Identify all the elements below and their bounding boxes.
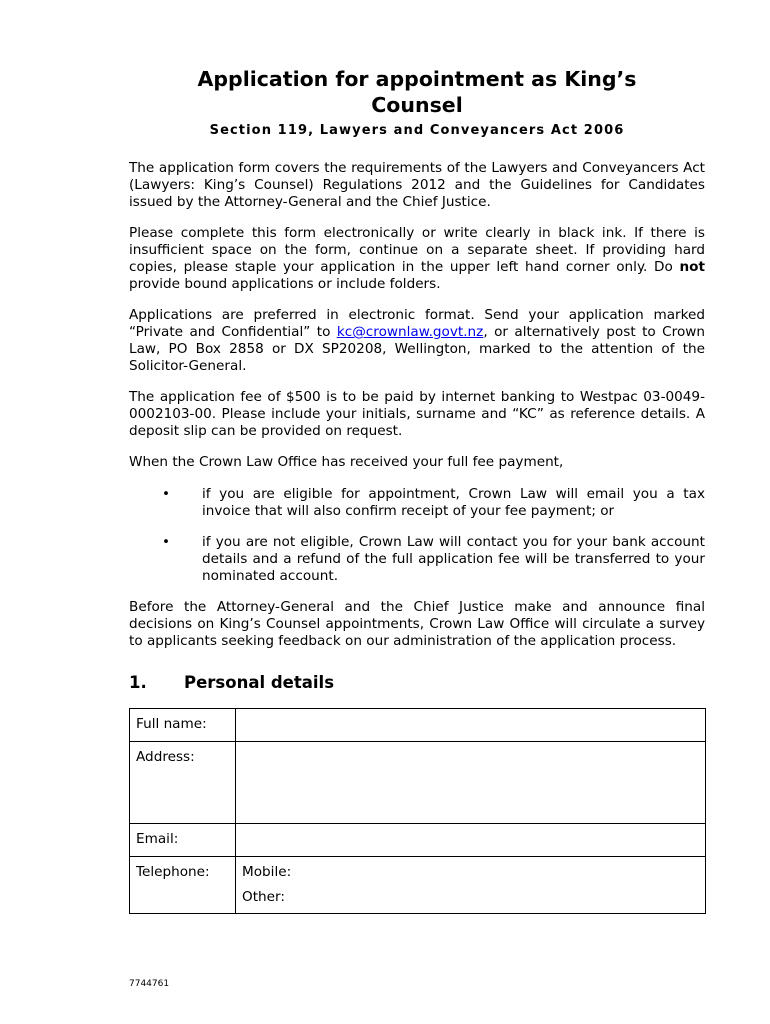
- fee-paragraph: The application fee of $500 is to be paid by internet banking to Westpac 03-0049-0002103-00. Please include your initials, surname and “KC” as reference details. A deposit slip can be provided on request.: [129, 389, 705, 439]
- payment-outcomes-list: [129, 486, 705, 585]
- table-row: [130, 709, 706, 742]
- other-phone-label: Other:: [242, 889, 285, 905]
- email-field[interactable]: [236, 824, 706, 857]
- intro-paragraph: The application form covers the requirements of the Lawyers and Conveyancers Act (Lawyers: King’s Counsel) Regulations 2012 and the Guidelines for Candidates issued by the Attorney-General and the Chief Justice.: [129, 160, 705, 210]
- section-title: Personal details: [184, 673, 335, 692]
- document-title: Application for appointment as King’s Counsel: [197, 67, 637, 117]
- full-name-field[interactable]: [236, 709, 706, 742]
- instructions-emphasis: not: [679, 259, 705, 275]
- submission-text-start: Applications are preferred in electronic format. Send your application marked “Private and Confidential” to: [129, 307, 705, 340]
- instructions-paragraph: [129, 225, 705, 293]
- section-heading: [129, 673, 705, 693]
- document-subtitle: Section 119, Lawyers and Conveyancers Act 2006: [209, 123, 625, 138]
- email-link[interactable]: kc@crownlaw.govt.nz: [336, 324, 484, 340]
- address-label: Address:: [130, 742, 236, 824]
- table-row: [130, 857, 706, 914]
- payment-intro-paragraph: When the Crown Law Office has received your full fee payment,: [129, 454, 564, 470]
- bullet-icon: •: [162, 534, 171, 550]
- personal-details-table: [129, 708, 706, 914]
- submission-text-end: , or alternatively post to Crown Law, PO Box 2858 or DX SP20208, Wellington, marked to the attention of the Solicitor-General.: [129, 324, 706, 374]
- telephone-field[interactable]: [236, 857, 706, 914]
- instructions-text-start: Please complete this form electronically or write clearly in black ink. If there is insufficient space on the form, continue on a separate sheet. If providing hard copies, please staple your application in the upper left hand corner only. Do: [129, 225, 705, 275]
- submission-paragraph: [129, 307, 705, 375]
- mobile-label: Mobile:: [242, 864, 292, 880]
- bullet-icon: •: [162, 486, 171, 502]
- full-name-label: Full name:: [130, 709, 236, 742]
- table-row: [130, 824, 706, 857]
- list-item-text: if you are not eligible, Crown Law will contact you for your bank account details and a refund of the full application fee will be transferred to your nominated account.: [202, 534, 705, 584]
- email-label: Email:: [130, 824, 236, 857]
- list-item: [129, 534, 705, 585]
- section-number: 1.: [129, 673, 147, 692]
- survey-paragraph: Before the Attorney-General and the Chief Justice make and announce final decisions on King’s Counsel appointments, Crown Law Office will circulate a survey to applicants seeking feedback on our administration of the application process.: [129, 599, 705, 649]
- table-row: [130, 742, 706, 824]
- telephone-label: Telephone:: [130, 857, 236, 914]
- instructions-text-end: provide bound applications or include folders.: [129, 276, 441, 292]
- document-page: [129, 66, 705, 914]
- address-field[interactable]: [236, 742, 706, 824]
- document-id: 7744761: [129, 979, 170, 989]
- list-item-text: if you are eligible for appointment, Crown Law will email you a tax invoice that will also confirm receipt of your fee payment; or: [202, 486, 705, 519]
- list-item: [129, 486, 705, 520]
